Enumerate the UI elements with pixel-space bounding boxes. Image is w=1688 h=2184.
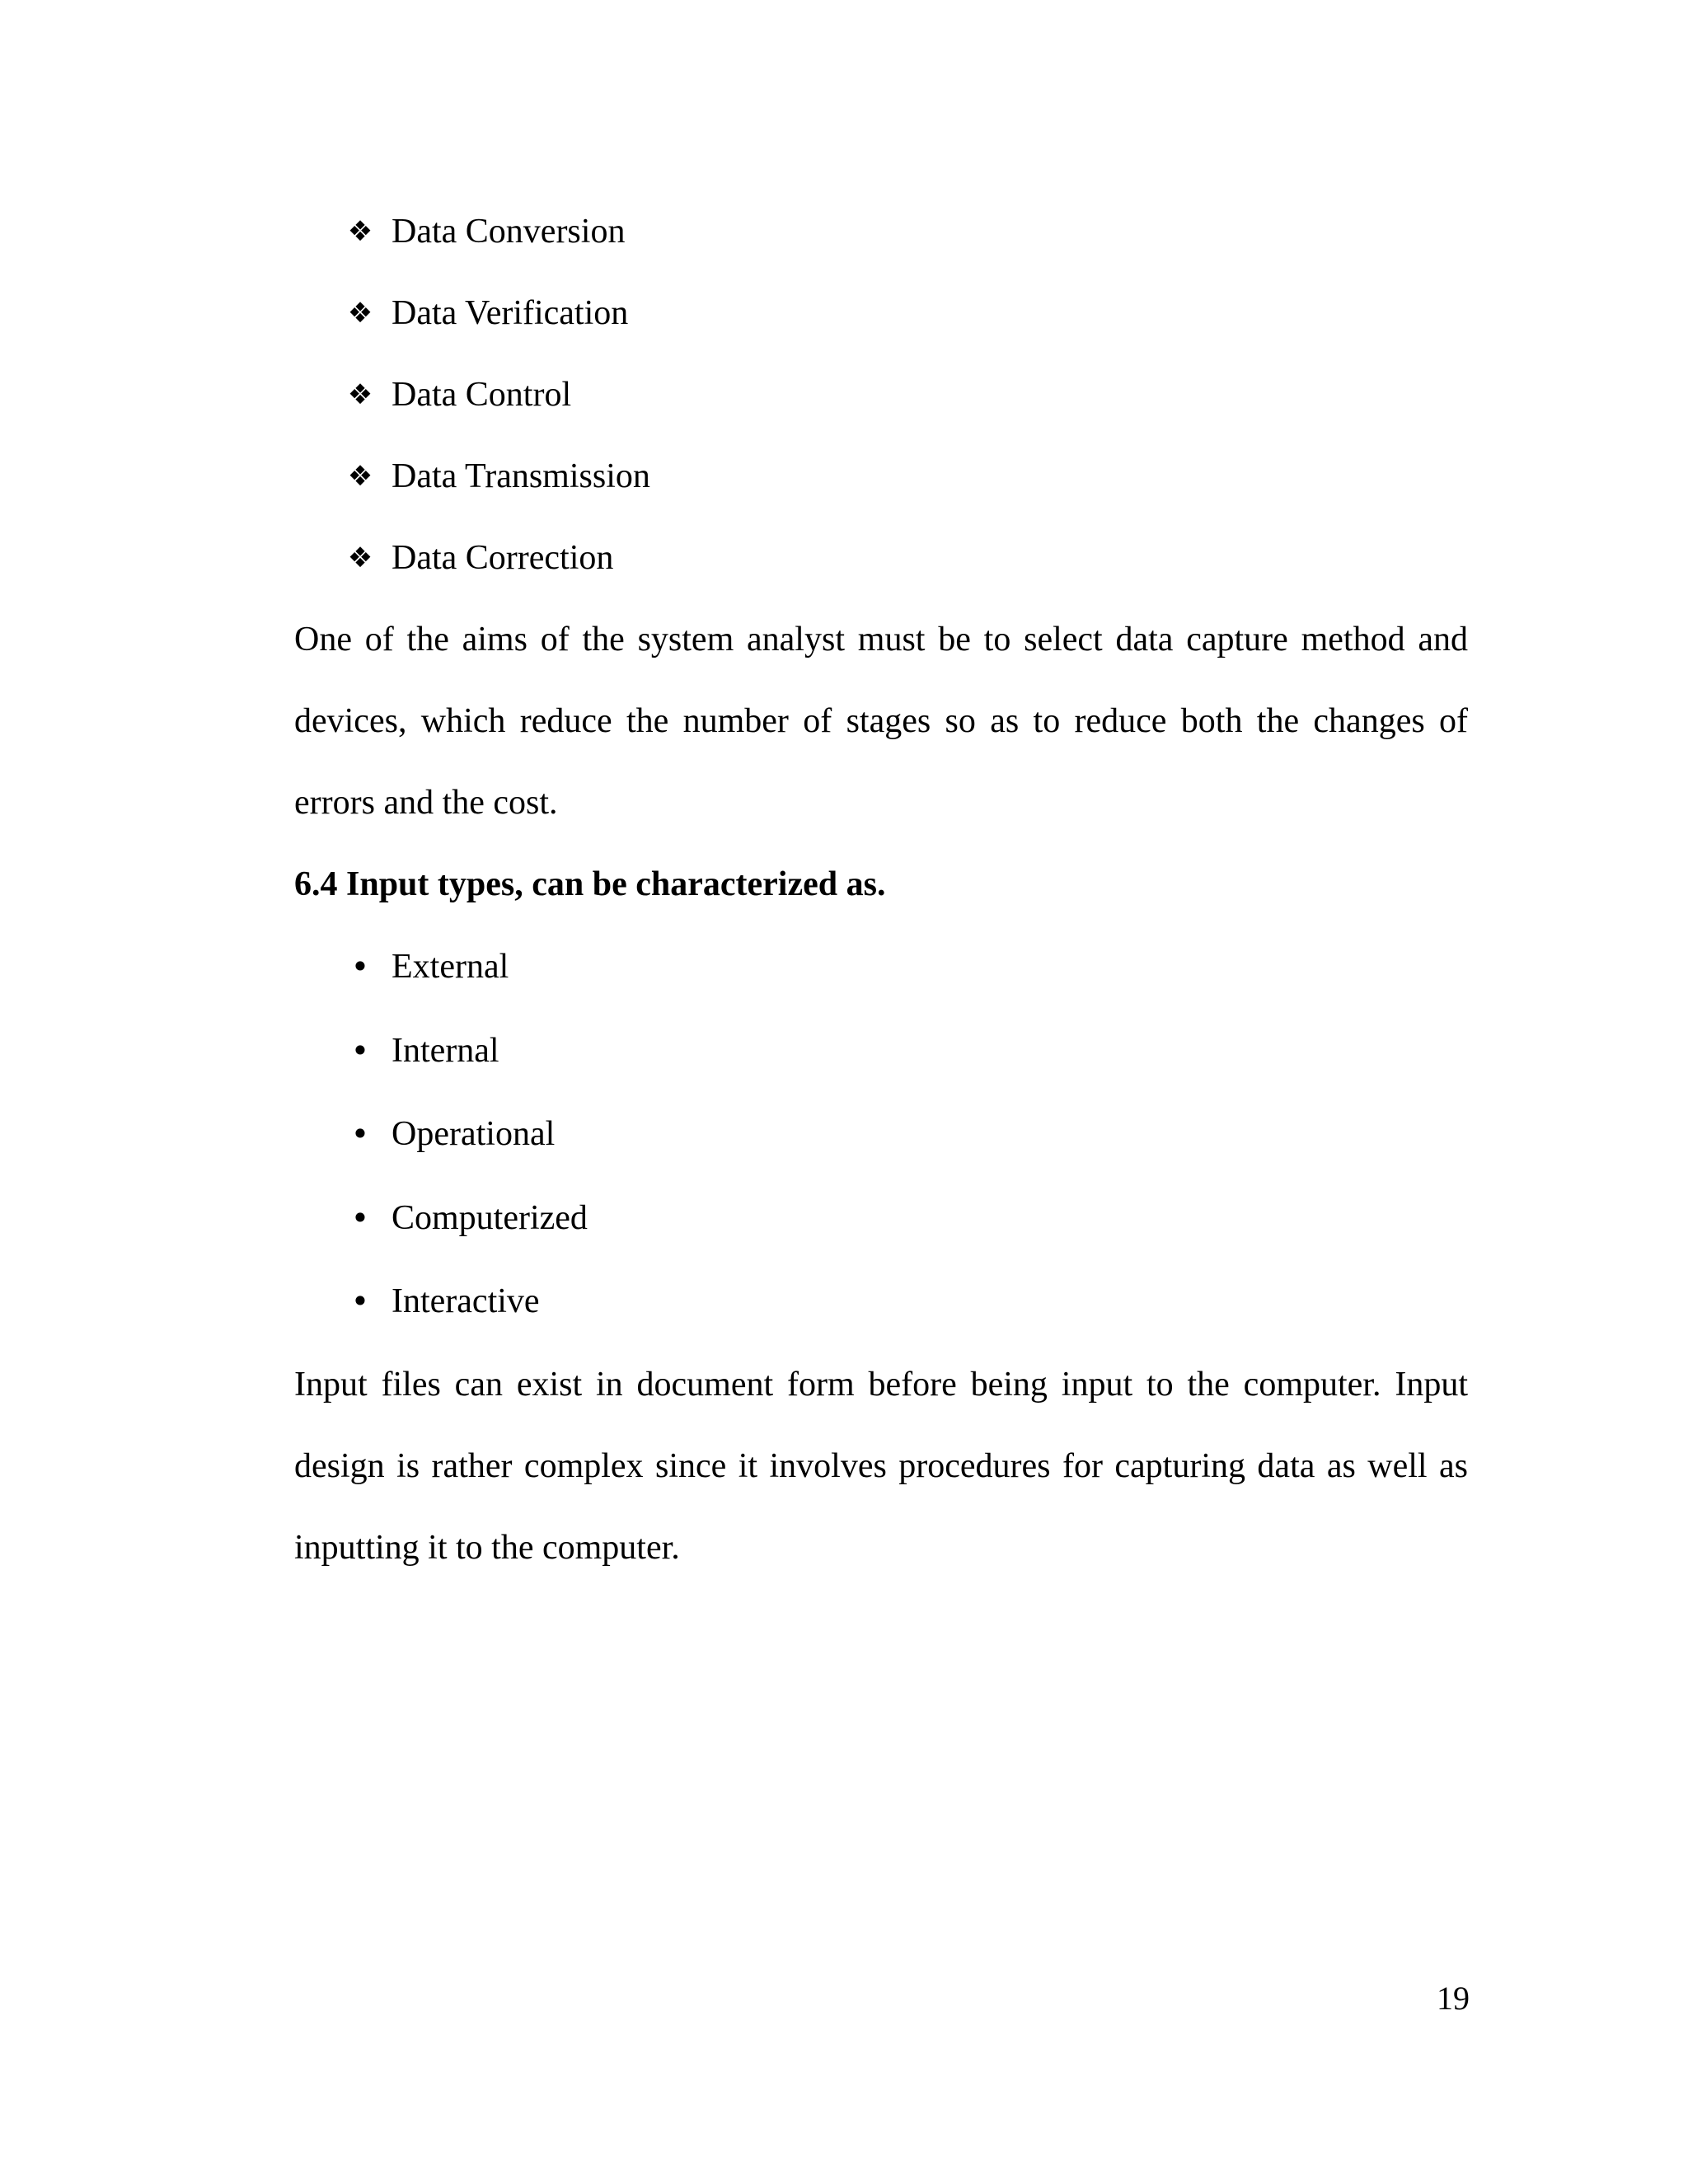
list-item-label: Data Correction bbox=[392, 539, 614, 577]
input-types-list bbox=[294, 926, 1468, 1344]
list-item-label: Operational bbox=[392, 1115, 556, 1153]
paragraph-system-analyst-aims: One of the aims of the system analyst must be to select data capture method and devices, which reduce the number of stages so as to reduce both the changes of errors and the cost. bbox=[294, 621, 1468, 822]
list-item-label: Interactive bbox=[392, 1282, 540, 1320]
four-diamond-bullet-icon: ❖ bbox=[347, 215, 373, 248]
list-item-label: Computerized bbox=[392, 1198, 588, 1237]
paragraph-input-files: Input files can exist in document form before being input to the computer. Input design is rather complex since it involves procedures for capturing data as well as inputting it to the computer. bbox=[294, 1365, 1468, 1567]
section-heading: 6.4 Input types, can be characterized as. bbox=[294, 865, 886, 903]
list-item bbox=[294, 1093, 1468, 1177]
four-diamond-bullet-icon: ❖ bbox=[347, 541, 373, 574]
dot-bullet-icon: • bbox=[350, 1032, 370, 1069]
dot-bullet-icon: • bbox=[350, 1283, 370, 1319]
list-item-label: Data Transmission bbox=[392, 457, 650, 495]
data-steps-list bbox=[294, 191, 1468, 599]
list-item bbox=[294, 1010, 1468, 1094]
list-item-label: Data Conversion bbox=[392, 213, 626, 251]
list-item-label: Data Verification bbox=[392, 294, 629, 332]
list-item bbox=[294, 436, 1468, 518]
list-item bbox=[294, 1177, 1468, 1261]
list-item bbox=[294, 273, 1468, 354]
dot-bullet-icon: • bbox=[350, 1116, 370, 1152]
four-diamond-bullet-icon: ❖ bbox=[347, 378, 373, 411]
page-number: 19 bbox=[1437, 1980, 1470, 2017]
dot-bullet-icon: • bbox=[350, 1199, 370, 1236]
list-item-label: External bbox=[392, 948, 509, 986]
list-item bbox=[294, 1260, 1468, 1344]
dot-bullet-icon: • bbox=[350, 949, 370, 985]
list-item bbox=[294, 926, 1468, 1010]
page-content bbox=[294, 191, 1468, 1589]
list-item-label: Internal bbox=[392, 1031, 499, 1070]
list-item bbox=[294, 191, 1468, 273]
list-item bbox=[294, 354, 1468, 436]
list-item bbox=[294, 518, 1468, 599]
four-diamond-bullet-icon: ❖ bbox=[347, 297, 373, 330]
four-diamond-bullet-icon: ❖ bbox=[347, 460, 373, 493]
list-item-label: Data Control bbox=[392, 376, 572, 414]
